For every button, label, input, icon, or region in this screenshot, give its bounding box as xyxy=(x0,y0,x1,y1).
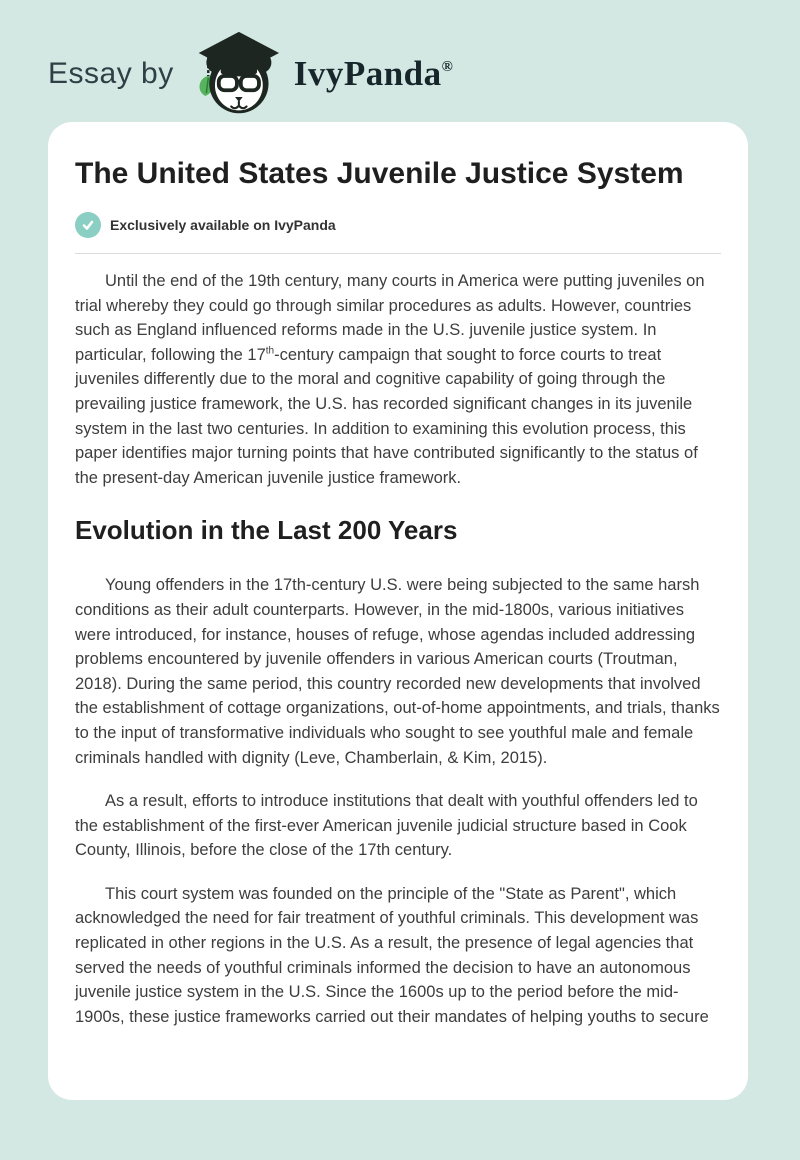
section-heading: Evolution in the Last 200 Years xyxy=(75,515,458,546)
paragraph: As a result, efforts to introduce institutions that dealt with youthful offenders led to the establishment of the first-ever American juvenile judicial structure based in Cook County, Illinois, before the close of the 17th century. xyxy=(75,792,698,860)
paragraph: This court system was founded on the principle of the "State as Parent", which acknowledged the need for fair treatment of youthful criminals. This development was replicated in other regions in the U.S. As a result, the presence of legal agencies that served the needs of youthful criminals informed the decision to have an autonomous juvenile justice system in the U.S. Since the 1600s up to the period before the mid-1900s, these justice frameworks carried out their mandates of helping youths to secure xyxy=(75,884,709,1026)
essay-by-label: Essay by xyxy=(48,57,174,90)
site-header xyxy=(0,0,800,122)
article-body xyxy=(75,269,721,1029)
badge-label: Exclusively available on IvyPanda xyxy=(110,217,336,233)
brand-name: IvyPanda xyxy=(293,54,442,93)
paragraph: Until the end of the 19th century, many courts in America were putting juveniles on trial whereby they could go through similar procedures as adults. However, countries such as England influenced reforms made in the U.S. juvenile justice system. In particular, following the 17th-century campaign that sought to force courts to treat juveniles differently due to the moral and cognitive capability of going through the prevailing justice framework, the U.S. has recorded significant changes in its juvenile system in the last two centuries. In addition to examining this evolution process, this paper identifies major turning points that have contributed significantly to the status of the present-day American juvenile justice framework. xyxy=(75,272,705,487)
brand-logotype xyxy=(294,54,454,94)
paragraph: Young offenders in the 17th-century U.S. were being subjected to the same harsh conditions as their adult counterparts. However, in the mid-1800s, various initiatives were introduced, for instance, houses of refuge, whose agendas included addressing problems encountered by juvenile offenders in various American courts (Troutman, 2018). During the same period, this country recorded new developments that involved the establishment of cottage organizations, out-of-home appointments, and trials, thanks to the input of transformative individuals who sought to see youthful male and female criminals handled with dignity (Leve, Chamberlain, & Kim, 2015). xyxy=(75,576,720,767)
page-title: The United States Juvenile Justice System xyxy=(75,157,684,190)
essay-card xyxy=(48,122,748,1100)
exclusive-badge xyxy=(75,212,721,238)
check-icon xyxy=(75,212,101,238)
panda-graduate-icon xyxy=(188,30,284,118)
divider xyxy=(75,253,721,254)
registered-mark: ® xyxy=(441,59,454,75)
